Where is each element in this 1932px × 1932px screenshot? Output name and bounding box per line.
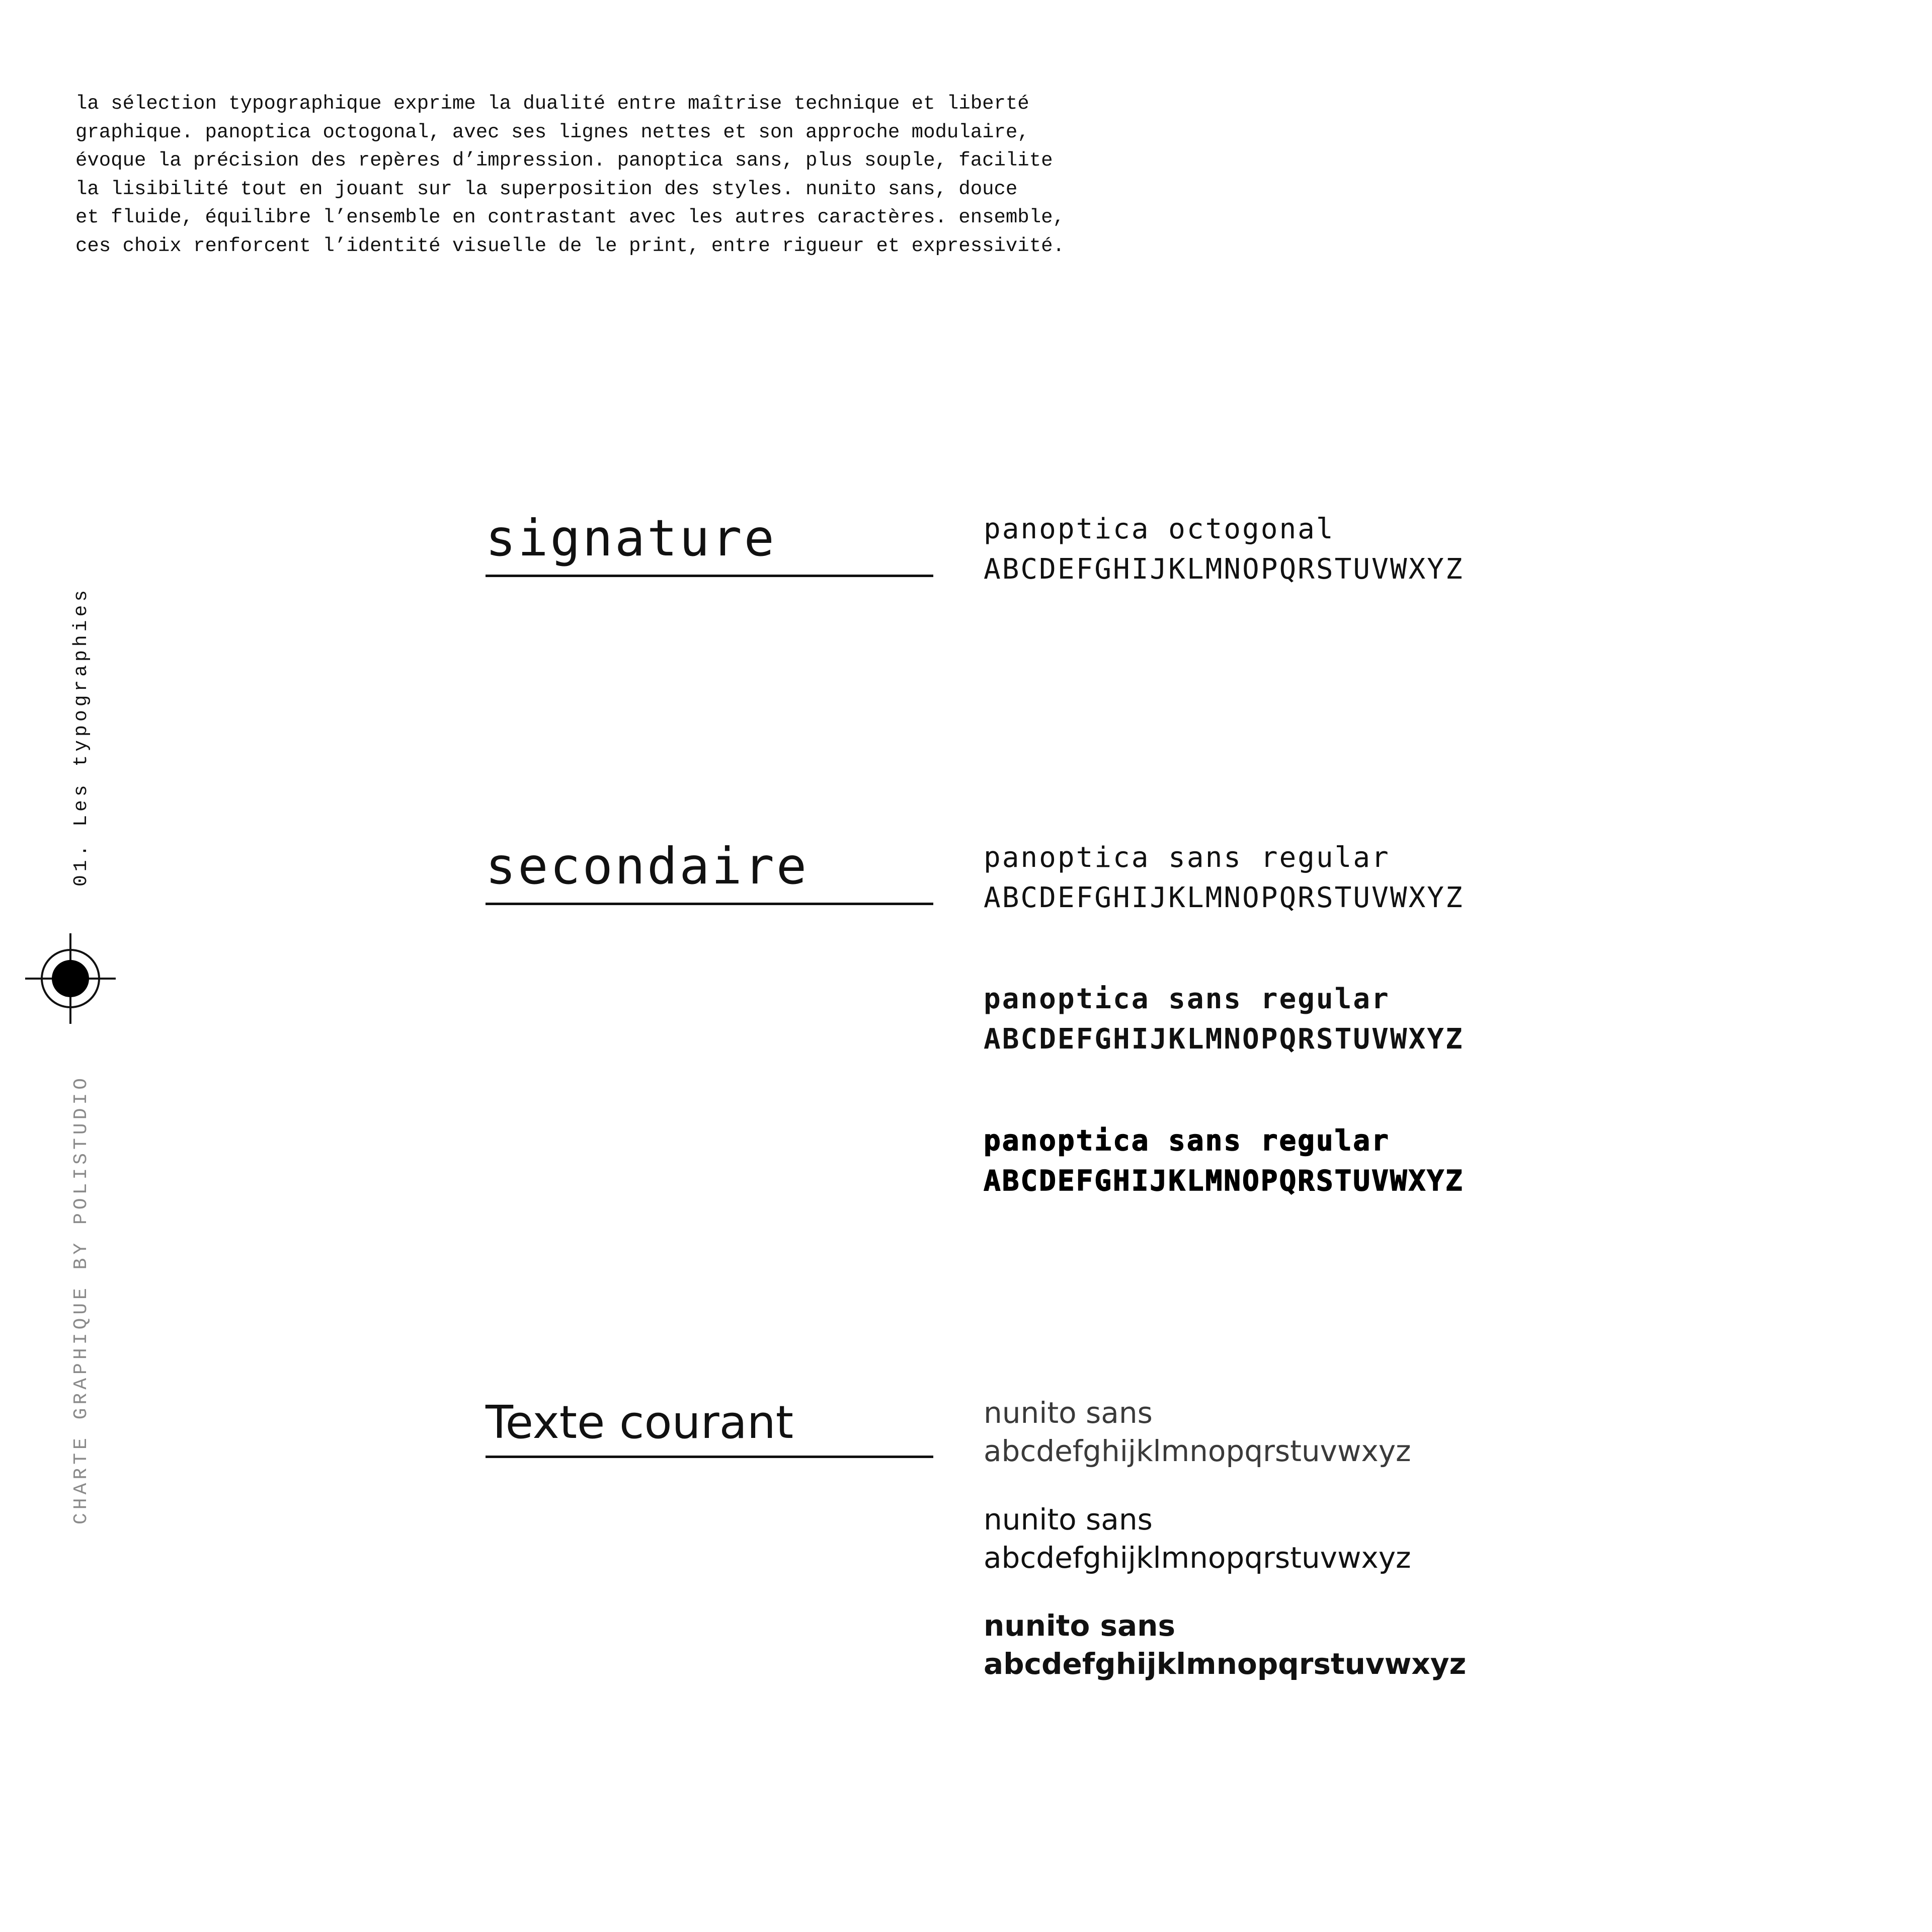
- section-title-secondaire: secondaire: [486, 841, 933, 905]
- font-name: nunito sans: [984, 1502, 1153, 1537]
- font-alphabet: ABCDEFGHIJKLMNOPQRSTUVWXYZ: [984, 1165, 1464, 1197]
- intro-line: la lisibilité tout en jouant sur la superposition des styles. nunito sans, douce: [75, 178, 1018, 200]
- font-alphabet: ABCDEFGHIJKLMNOPQRSTUVWXYZ: [984, 881, 1464, 914]
- font-name: panoptica sans regular: [984, 841, 1390, 874]
- intro-line: ces choix renforcent l’identité visuelle de le print, entre rigueur et expressivité.: [75, 234, 1065, 257]
- font-alphabet: abcdefghijklmnopqrstuvwxyz: [984, 1434, 1411, 1468]
- font-alphabet: abcdefghijklmnopqrstuvwxyz: [984, 1647, 1467, 1681]
- font-name: panoptica sans regular: [984, 983, 1390, 1015]
- intro-line: la sélection typographique exprime la dualité entre maîtrise technique et liberté: [75, 93, 1029, 115]
- intro-line: évoque la précision des repères d’impression. panoptica sans, plus souple, facilite: [75, 149, 1053, 172]
- section-title-texte-courant: Texte courant: [486, 1400, 933, 1458]
- font-spec-nunito-regular: [984, 1500, 1411, 1577]
- intro-line: et fluide, équilibre l’ensemble en contrastant avec les autres caractères. ensemble,: [75, 206, 1065, 228]
- font-spec-nunito-bold: [984, 1606, 1466, 1683]
- credit-label: CHARTE GRAPHIQUE BY POLISTUDIO: [70, 1074, 92, 1524]
- font-name: nunito sans: [984, 1608, 1175, 1643]
- intro-line: graphique. panoptica octogonal, avec ses lignes nettes et son approche modulaire,: [75, 121, 1029, 143]
- font-spec-panoptica-sans-bold: [984, 979, 1464, 1060]
- font-spec-panoptica-octogonal: [984, 509, 1464, 590]
- font-name: panoptica octogonal: [984, 513, 1335, 545]
- font-spec-panoptica-sans-regular: [984, 838, 1464, 918]
- section-title-signature: signature: [486, 513, 933, 577]
- font-spec-nunito-light: [984, 1394, 1411, 1470]
- font-alphabet: abcdefghijklmnopqrstuvwxyz: [984, 1541, 1411, 1575]
- registration-mark-icon: [25, 933, 116, 1024]
- chapter-label: 01. Les typographies: [70, 586, 92, 887]
- font-alphabet: ABCDEFGHIJKLMNOPQRSTUVWXYZ: [984, 1023, 1464, 1056]
- intro-paragraph: [75, 90, 1233, 260]
- font-spec-panoptica-sans-black: [984, 1121, 1464, 1201]
- font-alphabet: ABCDEFGHIJKLMNOPQRSTUVWXYZ: [984, 553, 1464, 586]
- font-name: panoptica sans regular: [984, 1124, 1390, 1157]
- font-name: nunito sans: [984, 1396, 1153, 1430]
